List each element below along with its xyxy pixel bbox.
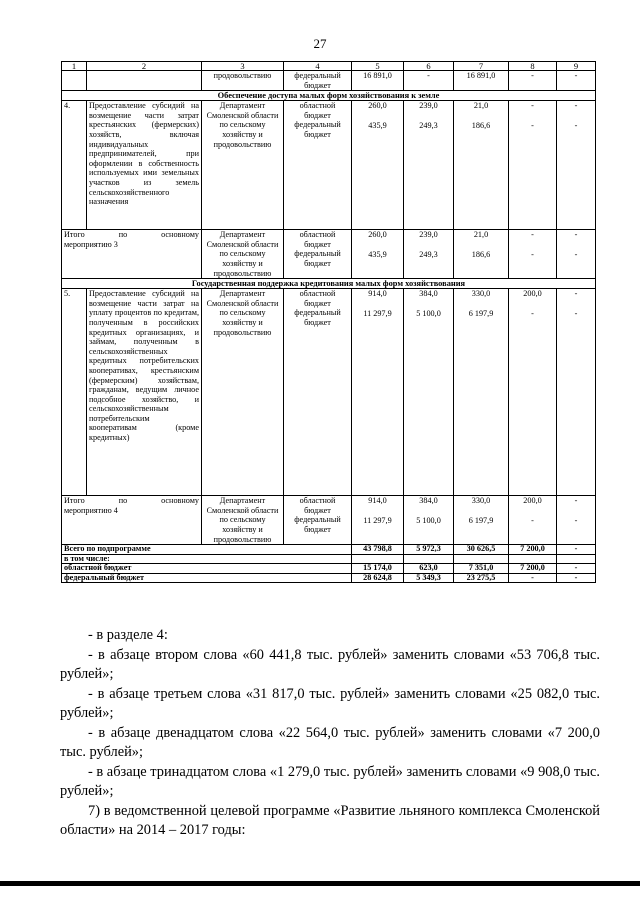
value-cell	[454, 289, 509, 496]
value: 914,0	[368, 289, 387, 299]
value-cell: -	[404, 71, 454, 91]
total-label-cell	[62, 230, 202, 279]
summary-label: Всего по подпрограмме	[62, 545, 352, 555]
value: -	[574, 308, 578, 318]
header-cell: 1	[62, 62, 87, 71]
value: 435,9	[368, 120, 387, 130]
value: 249,3	[419, 120, 438, 130]
total-label-word: по	[118, 496, 128, 506]
value-cell	[352, 101, 404, 230]
value-cell: -	[509, 71, 557, 91]
summary-value	[509, 554, 557, 564]
paragraph: - в абзаце тринадцатом слова «1 279,0 тыс. рублей» заменить словами «9 908,0 тыс. рублей»;	[60, 763, 600, 799]
summary-value: -	[557, 564, 596, 574]
source-federal: федеральный бюджет	[294, 249, 341, 268]
value: 200,0	[523, 496, 542, 506]
total-label-word: по	[118, 230, 128, 240]
value-cell	[352, 230, 404, 279]
section-row	[62, 91, 596, 101]
value-cell	[509, 496, 557, 545]
empty-cell	[62, 71, 87, 91]
summary-label: в том числе:	[62, 554, 352, 564]
value-cell	[509, 101, 557, 230]
header-cell: 6	[404, 62, 454, 71]
summary-value: -	[557, 545, 596, 555]
section-row	[62, 279, 596, 289]
total-label-word: основному	[161, 496, 199, 506]
summary-value: 623,0	[404, 564, 454, 574]
value: -	[574, 496, 578, 506]
value: 330,0	[471, 289, 491, 299]
summary-value: 7 200,0	[509, 545, 557, 555]
value: 11 297,9	[363, 515, 392, 525]
row-number: 4.	[62, 101, 87, 230]
summary-value: 7 351,0	[454, 564, 509, 574]
page-number: 27	[313, 36, 327, 51]
summary-value: 15 174,0	[352, 564, 404, 574]
value-cell	[404, 230, 454, 279]
summary-value: 5 972,3	[404, 545, 454, 555]
summary-value: -	[557, 573, 596, 583]
source-regional: областной бюджет	[299, 230, 336, 249]
header-cell: 3	[202, 62, 284, 71]
total-row-measure-3	[62, 230, 596, 279]
amendment-text	[60, 626, 600, 841]
paragraph: - в абзаце третьем слова «31 817,0 тыс. рублей» заменить словами «25 082,0 тыс. рублей»;	[60, 685, 600, 721]
summary-value: 28 624,8	[352, 573, 404, 583]
total-row-measure-4	[62, 496, 596, 545]
summary-label: областной бюджет	[62, 564, 352, 574]
value: -	[531, 120, 534, 130]
value: -	[531, 101, 534, 111]
executor-cell: продовольствию	[202, 71, 284, 91]
total-label-word: мероприятию 4	[64, 505, 118, 515]
value-cell	[404, 496, 454, 545]
summary-value: 30 626,5	[454, 545, 509, 555]
summary-value: 43 798,8	[352, 545, 404, 555]
measure-description: Предоставление субсидий на возмещение части затрат на уплату процентов по кредитам, полученным в российских кредитных организациях, и займам, полученным в сельскохозяйственных кредитных потребительских кооперативах, крестьянским (фермерским) хозяйствам, гражданам, ведущим личное подсобное хозяйство, и сельскохозяйственным потребительским кооперативам (кроме кредитных)	[87, 289, 202, 496]
summary-value	[454, 554, 509, 564]
executor-cell: Департамент Смоленской области по сельскому хозяйству и продовольствию	[202, 289, 284, 496]
paragraph: - в разделе 4:	[88, 627, 168, 643]
row-number: 5.	[62, 289, 87, 496]
value: 200,0	[523, 289, 542, 299]
table-row-4	[62, 101, 596, 230]
table-row-5	[62, 289, 596, 496]
value-cell	[557, 101, 596, 230]
summary-value	[404, 554, 454, 564]
source-regional: областной бюджет	[299, 101, 336, 120]
value: -	[574, 120, 578, 130]
value: 330,0	[471, 496, 491, 506]
value: 5 100,0	[416, 515, 441, 525]
executor-cell: Департамент Смоленской области по сельскому хозяйству и продовольствию	[202, 230, 284, 279]
source-federal: федеральный бюджет	[294, 515, 341, 534]
value: 260,0	[368, 101, 387, 111]
summary-row	[62, 545, 596, 555]
source-regional: областной бюджет	[299, 289, 336, 308]
header-row	[62, 62, 596, 71]
table-row	[62, 71, 596, 91]
value-cell	[454, 101, 509, 230]
value-cell	[509, 289, 557, 496]
header-cell: 5	[352, 62, 404, 71]
summary-value: 5 349,3	[404, 573, 454, 583]
total-label-word: основному	[161, 230, 199, 240]
value-cell: 16 891,0	[352, 71, 404, 91]
value: 384,0	[419, 289, 438, 299]
header-cell: 8	[509, 62, 557, 71]
value-cell	[557, 230, 596, 279]
value: -	[531, 308, 534, 318]
value-cell	[404, 101, 454, 230]
value: 435,9	[368, 249, 387, 259]
source-cell	[284, 289, 352, 496]
value: 21,0	[473, 101, 489, 111]
value: -	[531, 249, 534, 259]
value-cell	[557, 289, 596, 496]
value: 21,0	[473, 230, 489, 240]
summary-value	[352, 554, 404, 564]
paragraph: - в абзаце двенадцатом слова «22 564,0 тыс. рублей» заменить словами «7 200,0 тыс. рублей»;	[60, 724, 600, 760]
total-label-word: мероприятию 3	[64, 239, 118, 249]
section-heading-credit: Государственная поддержка кредитования малых форм хозяйствования	[62, 279, 596, 289]
value-cell	[352, 496, 404, 545]
executor-cell: Департамент Смоленской области по сельскому хозяйству и продовольствию	[202, 101, 284, 230]
value: 249,3	[419, 249, 438, 259]
total-label-word: Итого	[64, 496, 85, 506]
value-cell: -	[557, 71, 596, 91]
source-federal: федеральный бюджет	[294, 308, 341, 327]
value: 239,0	[419, 230, 438, 240]
value: 11 297,9	[363, 308, 392, 318]
value-cell: 16 891,0	[454, 71, 509, 91]
empty-cell	[87, 71, 202, 91]
value-cell	[352, 289, 404, 496]
header-cell: 4	[284, 62, 352, 71]
source-federal: федеральный бюджет	[294, 120, 341, 139]
summary-row	[62, 573, 596, 583]
value: 6 197,9	[468, 308, 494, 318]
value-cell	[454, 496, 509, 545]
budget-table	[61, 61, 596, 583]
total-label-word: Итого	[64, 230, 85, 240]
value: -	[574, 289, 578, 299]
summary-value: -	[509, 573, 557, 583]
summary-value: 23 275,5	[454, 573, 509, 583]
summary-value	[557, 554, 596, 564]
source-cell: федеральный бюджет	[284, 71, 352, 91]
value: 5 100,0	[416, 308, 441, 318]
summary-label: федеральный бюджет	[62, 573, 352, 583]
summary-row	[62, 564, 596, 574]
header-cell: 7	[454, 62, 509, 71]
value: 384,0	[419, 496, 438, 506]
value: -	[574, 249, 578, 259]
executor-cell: Департамент Смоленской области по сельскому хозяйству и продовольствию	[202, 496, 284, 545]
value: 186,6	[471, 120, 491, 130]
bottom-scan-border	[0, 881, 640, 886]
source-cell	[284, 230, 352, 279]
paragraph: 7) в ведомственной целевой программе «Развитие льняного комплекса Смоленской области» на 2014 – 2017 годы:	[60, 802, 600, 838]
source-cell	[284, 496, 352, 545]
value: -	[574, 515, 578, 525]
value-cell	[557, 496, 596, 545]
source-cell	[284, 101, 352, 230]
value: -	[574, 101, 578, 111]
total-label-cell	[62, 496, 202, 545]
source-regional: областной бюджет	[299, 496, 336, 515]
value: 914,0	[368, 496, 387, 506]
header-cell: 2	[87, 62, 202, 71]
value: 239,0	[419, 101, 438, 111]
summary-value: 7 200,0	[509, 564, 557, 574]
value-cell	[404, 289, 454, 496]
value: 186,6	[471, 249, 491, 259]
value: 260,0	[368, 230, 387, 240]
paragraph: - в абзаце втором слова «60 441,8 тыс. рублей» заменить словами «53 706,8 тыс. рублей»;	[60, 646, 600, 682]
value: -	[531, 515, 534, 525]
header-cell: 9	[557, 62, 596, 71]
value-cell	[454, 230, 509, 279]
summary-row	[62, 554, 596, 564]
section-heading-land: Обеспечение доступа малых форм хозяйствования к земле	[62, 91, 596, 101]
value-cell	[509, 230, 557, 279]
measure-description: Предоставление субсидий на возмещение части затрат крестьянских (фермерских) хозяйств, включая индивидуальных предпринимателей, при оформлении в собственность используемых ими земельных участков из земель сельскохозяйственного назначения	[87, 101, 202, 230]
value: 6 197,9	[468, 515, 494, 525]
value: -	[574, 230, 578, 240]
value: -	[531, 230, 534, 240]
